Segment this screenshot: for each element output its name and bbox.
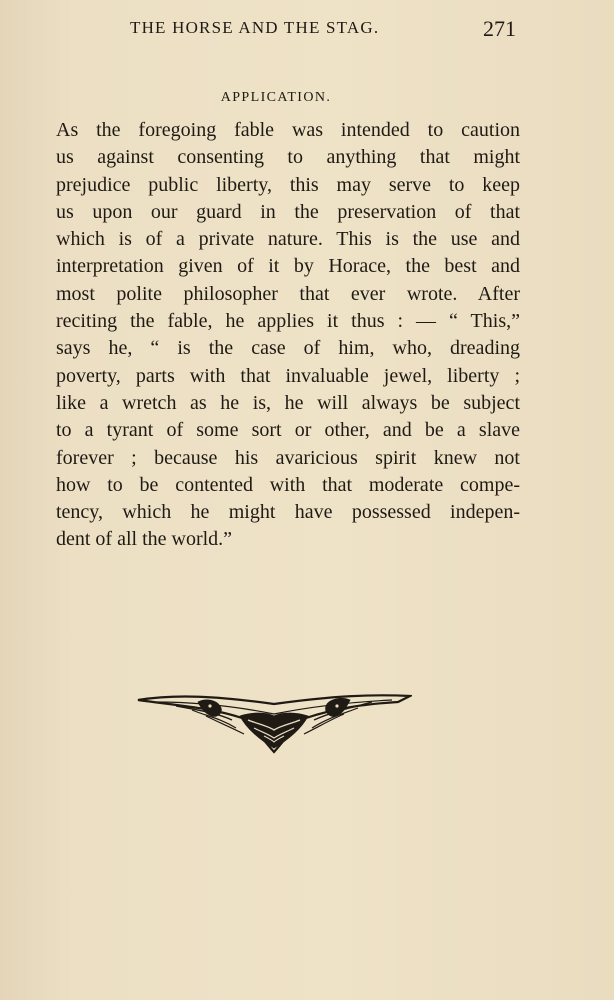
text-line: prejudice public liberty, this may serve to keep [56,173,520,196]
running-head-title: THE HORSE AND THE STAG. [130,18,380,37]
text-line: tency, which he might have possessed indepen- [56,501,520,524]
text-line: most polite philosopher that ever wrote. After [56,282,520,305]
section-heading: APPLICATION. [220,90,332,105]
text-line: interpretation given of it by Horace, the best and [56,255,520,278]
text-line: says he, “ is the case of him, who, dreading [56,337,520,360]
winged-tailpiece-ornament-icon [136,690,412,754]
text-line: to a tyrant of some sort or other, and be a slave [56,419,520,442]
text-line: reciting the fable, he applies it thus : — “ This,” [56,310,520,333]
text-line: dent of all the world.” [56,528,233,551]
text-line: us against consenting to anything that might [56,146,520,169]
text-line: poverty, parts with that invaluable jewel, liberty ; [56,364,520,387]
text-line: forever ; because his avaricious spirit knew not [56,446,520,469]
text-line: us upon our guard in the preservation of that [56,200,520,223]
body-paragraph [56,117,520,554]
running-head [0,18,614,44]
text-line: which is of a private nature. This is the use and [56,228,520,251]
text-line: how to be contented with that moderate compe- [56,473,520,496]
text-line: like a wretch as he is, he will always be subject [56,391,520,414]
page-number: 271 [483,16,516,41]
text-line: As the foregoing fable was intended to caution [56,119,520,141]
